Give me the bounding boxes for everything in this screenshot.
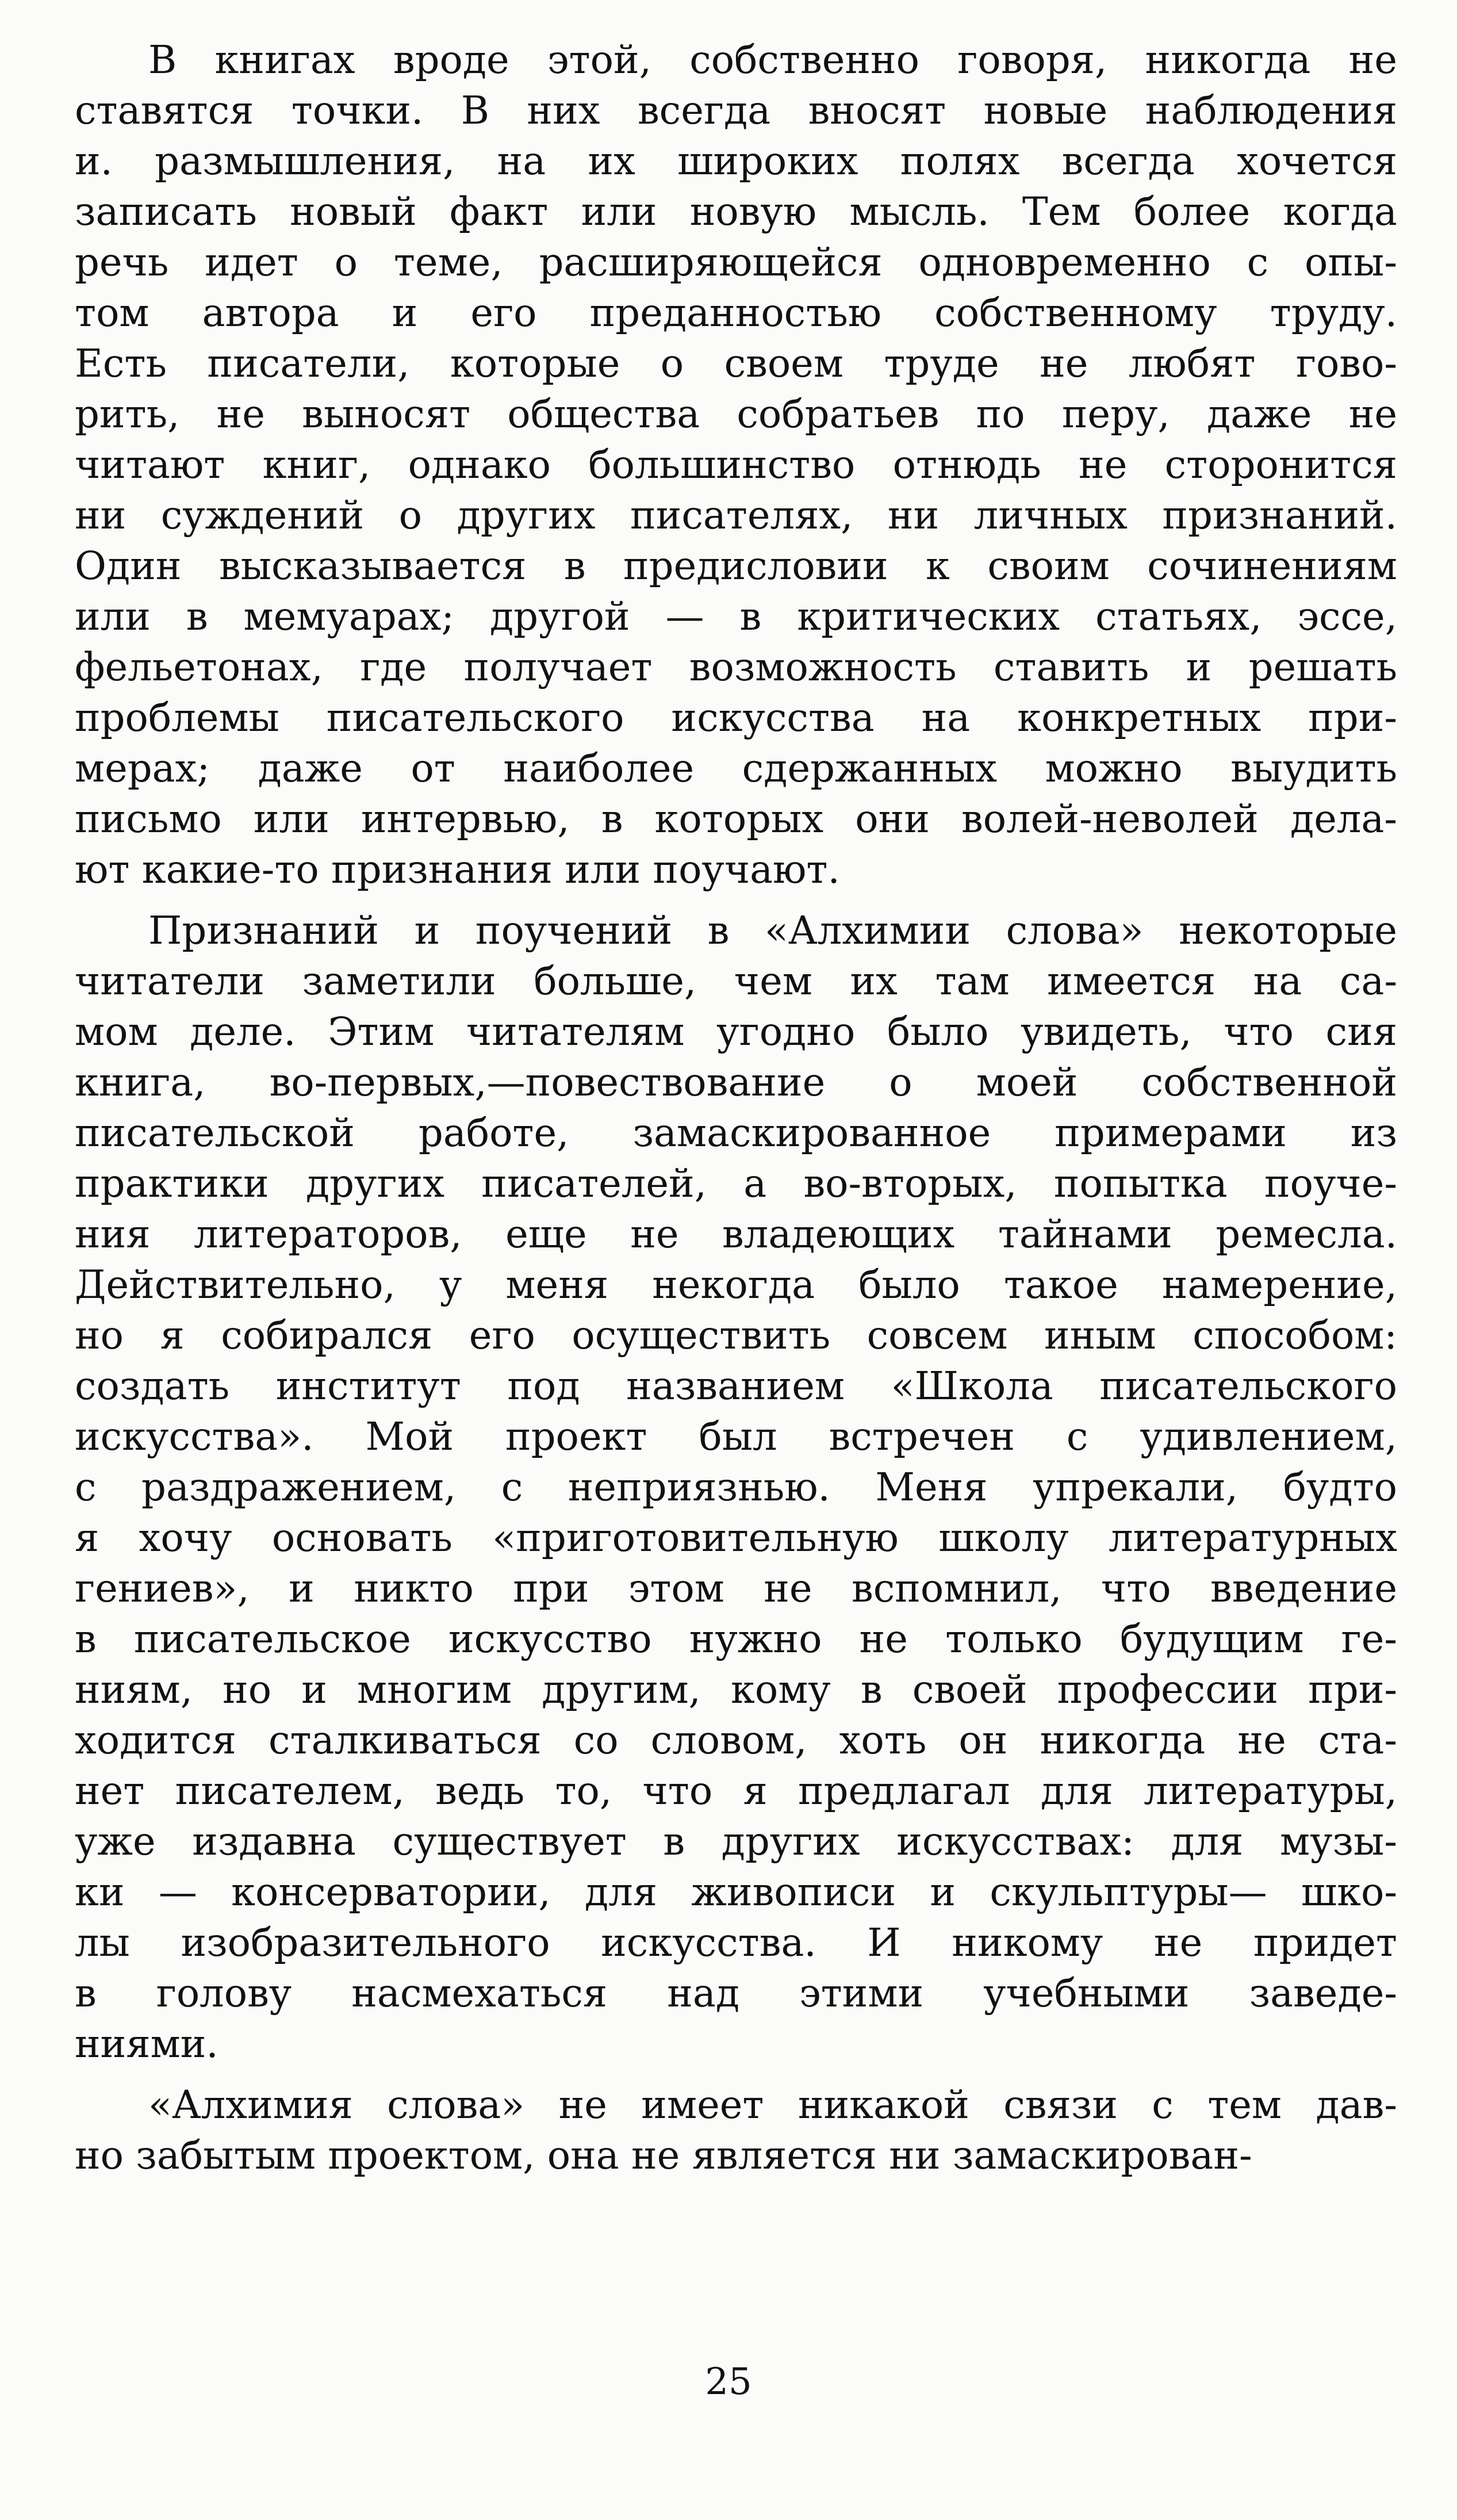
text-line: с раздражением, с неприязнью. Меня упрекали, будто [75, 1465, 1397, 1510]
text-line: Есть писатели, которые о своем труде не любят гово- [75, 341, 1397, 386]
text-line: я хочу основать «приготовительную школу литературных [75, 1515, 1397, 1560]
page-number: 25 [705, 2361, 752, 2403]
text-line: В книгах вроде этой, собственно говоря, никогда не [148, 37, 1397, 82]
text-line: мом деле. Этим читателям угодно было увидеть, что сия [75, 1009, 1397, 1054]
text-line: но я собирался его осуществить совсем иным способом: [75, 1313, 1397, 1358]
text-line: лы изобразительного искусства. И никому не придет [75, 1920, 1397, 1965]
text-line: ходится сталкиваться со словом, хоть он никогда не ста- [75, 1718, 1397, 1763]
text-line: речь идет о теме, расширяющейся одновременно с опы- [75, 240, 1397, 285]
paragraph [75, 905, 1397, 2069]
paragraph [75, 35, 1397, 895]
text-line: ки — консерватории, для живописи и скульптуры— шко- [75, 1870, 1397, 1914]
text-line: Действительно, у меня некогда было такое намерение, [75, 1262, 1397, 1307]
text-line: «Алхимия слова» не имеет никакой связи с тем дав- [148, 2082, 1397, 2127]
text-line: практики других писателей, а во-вторых, попытка поуче- [75, 1161, 1397, 1206]
text-line: мерах; даже от наиболее сдержанных можно выудить [75, 746, 1397, 791]
text-line: создать институт под названием «Школа писательского [75, 1364, 1397, 1408]
text-line: в писательское искусство нужно не только будущим ге- [75, 1617, 1397, 1661]
text-line: читают книг, однако большинство отнюдь не сторонится [75, 442, 1397, 487]
text-line: Один высказывается в предисловии к своим сочинениям [75, 543, 1397, 588]
text-line: ниями. [75, 2021, 218, 2066]
text-line: но забытым проектом, она не является ни замаскирован- [75, 2133, 1252, 2178]
text-line: в голову насмехаться над этими учебными заведе- [75, 1971, 1397, 2016]
text-line: письмо или интервью, в которых они волей-неволей дела- [75, 796, 1397, 841]
text-line: или в мемуарах; другой — в критических статьях, эссе, [75, 594, 1397, 639]
text-line: рить, не выносят общества собратьев по перу, даже не [75, 392, 1397, 436]
paragraph [75, 2079, 1397, 2181]
text-line: писательской работе, замаскированное примерами из [75, 1110, 1397, 1155]
text-line: и. размышления, на их широких полях всегда хочется [75, 139, 1397, 183]
text-line: искусства». Мой проект был встречен с удивлением, [75, 1414, 1397, 1459]
text-line: фельетонах, где получает возможность ставить и решать [75, 645, 1397, 690]
text-line: ниям, но и многим другим, кому в своей профессии при- [75, 1667, 1397, 1712]
text-line: уже издавна существует в других искусствах: для музы- [75, 1819, 1397, 1864]
text-line: записать новый факт или новую мысль. Тем более когда [75, 189, 1397, 234]
text-line: Признаний и поучений в «Алхимии слова» некоторые [148, 908, 1397, 953]
text-line: нет писателем, ведь то, что я предлагал для литературы, [75, 1768, 1397, 1813]
text-line: ставятся точки. В них всегда вносят новые наблюдения [75, 88, 1397, 133]
text-line: ют какие-то признания или поучают. [75, 847, 840, 892]
page-body-text [75, 35, 1397, 2181]
text-line: читатели заметили больше, чем их там имеется на са- [75, 959, 1397, 1004]
text-line: книга, во-первых,—повествование о моей собственной [75, 1060, 1397, 1105]
text-line: ни суждений о других писателях, ни личных признаний. [75, 493, 1397, 538]
text-line: гениев», и никто при этом не вспомнил, что введение [75, 1566, 1397, 1611]
text-line: том автора и его преданностью собственному труду. [75, 290, 1397, 335]
text-line: ния литераторов, еще не владеющих тайнами ремесла. [75, 1212, 1397, 1257]
text-line: проблемы писательского искусства на конкретных при- [75, 695, 1397, 740]
